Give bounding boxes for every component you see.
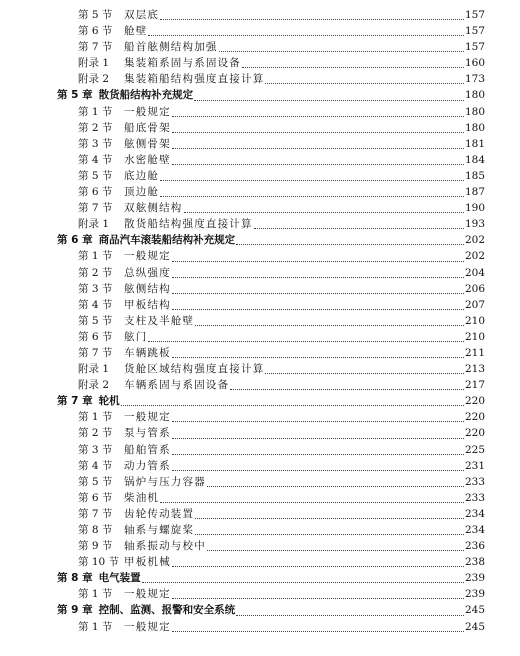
toc-section-entry[interactable]	[0, 554, 520, 570]
toc-section-entry[interactable]	[0, 265, 520, 281]
toc-section-entry[interactable]	[0, 7, 520, 23]
toc-entry-label	[78, 506, 194, 522]
toc-entry-number: 附录 2	[78, 379, 110, 392]
toc-entry-label	[78, 216, 253, 232]
dot-leader	[172, 421, 464, 422]
toc-entry-label	[78, 345, 171, 361]
toc-page-number: 220	[464, 427, 485, 440]
toc-entry-label	[78, 7, 159, 23]
toc-entry-label	[78, 168, 159, 184]
toc-entry-label	[78, 490, 159, 506]
toc-section-entry[interactable]	[0, 522, 520, 538]
toc-entry-title: 甲板结构	[124, 298, 171, 311]
toc-entry-label	[78, 409, 171, 425]
toc-page-number: 233	[464, 475, 485, 488]
toc-page-number: 220	[464, 395, 485, 408]
toc-entry-number: 第 2 节	[78, 427, 113, 440]
toc-section-entry[interactable]	[0, 104, 520, 120]
toc-entry-title: 控制、监测、报警和安全系统	[98, 604, 236, 617]
toc-entry-title: 总纵强度	[124, 266, 171, 279]
dot-leader	[207, 550, 464, 551]
toc-chapter-entry[interactable]	[0, 232, 520, 248]
toc-page-number: 202	[464, 250, 485, 263]
toc-entry-label	[78, 104, 171, 120]
toc-entry-number: 第 1 节	[78, 588, 113, 601]
toc-entry-title: 顶边舱	[124, 186, 160, 199]
toc-entry-title: 货舱区域结构强度直接计算	[124, 363, 265, 376]
toc-entry-number: 第 9 章	[57, 604, 93, 617]
toc-entry-label	[78, 586, 171, 602]
toc-entry-label	[78, 329, 147, 345]
dot-leader	[172, 566, 464, 567]
toc-section-entry[interactable]	[0, 586, 520, 602]
toc-entry-label	[57, 602, 235, 618]
toc-page-number: 185	[464, 169, 485, 182]
dot-leader	[160, 19, 464, 20]
dot-leader	[172, 164, 464, 165]
toc-entry-label	[78, 120, 171, 136]
toc-entry-title: 集装箱船结构强度直接计算	[124, 73, 265, 86]
toc-entry-label	[78, 55, 241, 71]
toc-page-number: 180	[464, 105, 485, 118]
toc-entry-title: 商品汽车滚装船结构补充规定	[98, 234, 236, 247]
dot-leader	[160, 502, 464, 503]
dot-leader	[184, 212, 464, 213]
toc-page-number: 217	[464, 379, 485, 392]
toc-entry-title: 一般规定	[124, 411, 171, 424]
toc-page-number: 160	[464, 57, 485, 70]
toc-section-entry[interactable]	[0, 120, 520, 136]
toc-entry-number: 第 7 节	[78, 41, 113, 54]
toc-entry-title: 轴系与螺旋桨	[124, 524, 195, 536]
dot-leader	[236, 244, 464, 245]
toc-page-number: 213	[464, 363, 485, 376]
toc-entry-label	[78, 39, 218, 55]
toc-page-number: 233	[464, 491, 485, 504]
dot-leader	[172, 438, 464, 439]
toc-section-entry[interactable]	[0, 184, 520, 200]
toc-page-number: 245	[464, 604, 485, 617]
toc-section-entry[interactable]	[0, 619, 520, 635]
toc-entry-title: 散货船结构强度直接计算	[124, 218, 253, 231]
toc-entry-number: 第 3 节	[78, 282, 113, 295]
toc-page-number: 181	[464, 137, 485, 150]
toc-entry-title: 支柱及半舱壁	[124, 314, 195, 327]
toc-entry-label	[57, 570, 141, 586]
toc-entry-number: 第 4 节	[78, 459, 113, 472]
toc-entry-number: 第 1 节	[78, 411, 113, 424]
toc-entry-number: 第 4 节	[78, 298, 113, 311]
toc-entry-title: 水密舱壁	[124, 153, 171, 166]
toc-entry-label	[78, 538, 206, 554]
toc-page-number: 187	[464, 186, 485, 199]
dot-leader	[148, 341, 464, 342]
toc-section-entry[interactable]	[0, 490, 520, 506]
toc-page-number: 210	[464, 330, 485, 343]
toc-entry-number: 第 1 节	[78, 250, 113, 263]
toc-entry-title: 一般规定	[124, 250, 171, 263]
toc-entry-number: 附录 1	[78, 363, 110, 376]
toc-section-entry[interactable]	[0, 313, 520, 329]
toc-chapter-entry[interactable]	[0, 393, 520, 409]
toc-entry-number: 第 5 节	[78, 475, 113, 488]
toc-entry-title: 船舶管系	[124, 443, 171, 456]
toc-entry-label	[78, 152, 171, 168]
toc-section-entry[interactable]	[0, 39, 520, 55]
toc-entry-title: 齿轮传动装置	[124, 507, 195, 520]
toc-entry-title: 底边舱	[124, 169, 160, 182]
toc-entry-title: 舱壁	[124, 25, 148, 38]
toc-entry-title: 双舷侧结构	[124, 202, 183, 215]
toc-entry-label	[78, 23, 147, 39]
toc-page-number: 234	[464, 524, 485, 536]
dot-leader	[236, 615, 464, 616]
toc-entry-label	[78, 184, 159, 200]
toc-entry-label	[57, 87, 193, 103]
toc-section-entry[interactable]	[0, 474, 520, 490]
toc-entry-number: 第 6 节	[78, 491, 113, 504]
toc-entry-title: 锅炉与压力容器	[124, 475, 206, 488]
toc-entry-label	[78, 554, 171, 570]
toc-entry-title: 双层底	[124, 9, 160, 21]
toc-page-number: 236	[464, 540, 485, 553]
toc-entry-title: 车辆系固与系固设备	[124, 379, 230, 392]
toc-page-number: 245	[464, 620, 485, 633]
toc-entry-number: 第 5 节	[78, 169, 113, 182]
toc-entry-number: 第 3 节	[78, 137, 113, 150]
toc-entry-label	[78, 361, 264, 377]
toc-page-number: 234	[464, 507, 485, 520]
toc-page-number: 220	[464, 411, 485, 424]
dot-leader	[219, 51, 464, 52]
toc-page-number: 202	[464, 234, 485, 247]
dot-leader	[172, 309, 464, 310]
toc-entry-number: 第 6 节	[78, 186, 113, 199]
toc-entry-number: 第 5 节	[78, 314, 113, 327]
toc-entry-label	[78, 200, 183, 216]
toc-section-entry[interactable]	[0, 297, 520, 313]
toc-page-number: 231	[464, 459, 485, 472]
toc-section-entry[interactable]	[0, 152, 520, 168]
toc-page-number: 238	[464, 556, 485, 569]
toc-page-number: 157	[464, 41, 485, 54]
dot-leader	[207, 486, 464, 487]
toc-entry-title: 船底骨架	[124, 121, 171, 134]
toc-chapter-entry[interactable]	[0, 570, 520, 586]
toc-entry-label	[78, 458, 171, 474]
toc-entry-number: 第 8 节	[78, 524, 113, 536]
toc-section-entry[interactable]	[0, 506, 520, 522]
dot-leader	[172, 277, 464, 278]
dot-leader	[195, 518, 464, 519]
toc-entry-number: 第 4 节	[78, 153, 113, 166]
toc-entry-label	[78, 377, 229, 393]
dot-leader	[172, 148, 464, 149]
toc-entry-title: 轴系振动与校中	[124, 540, 206, 553]
toc-section-entry[interactable]	[0, 136, 520, 152]
toc-entry-title: 轮机	[98, 395, 120, 408]
toc-entry-title: 舷门	[124, 330, 148, 343]
toc-section-entry[interactable]	[0, 361, 520, 377]
toc-page-number: 190	[464, 202, 485, 215]
toc-entry-number: 附录 2	[78, 73, 110, 86]
toc-section-entry[interactable]	[0, 200, 520, 216]
toc-page-number: 173	[464, 73, 485, 86]
toc-entry-label	[78, 313, 194, 329]
dot-leader	[172, 454, 464, 455]
toc-entry-number: 第 5 节	[78, 9, 113, 21]
toc-entry-number: 第 5 章	[57, 89, 93, 102]
toc-page-number: 193	[464, 218, 485, 231]
toc-entry-title: 车辆跳板	[124, 346, 171, 359]
toc-entry-title: 散货船结构补充规定	[98, 89, 194, 102]
dot-leader	[230, 389, 464, 390]
toc-page-number: 239	[464, 588, 485, 601]
toc-page-number: 157	[464, 25, 485, 38]
toc-section-entry[interactable]	[0, 425, 520, 441]
dot-leader	[172, 261, 464, 262]
toc-page-number: 180	[464, 89, 485, 102]
toc-entry-number: 第 1 节	[78, 105, 113, 118]
toc-entry-title: 电气装置	[98, 572, 141, 585]
toc-entry-label	[78, 522, 194, 538]
toc-page-number: 239	[464, 572, 485, 585]
dot-leader	[172, 116, 464, 117]
toc-entry-number: 第 2 节	[78, 266, 113, 279]
dot-leader	[121, 405, 464, 406]
toc-entry-title: 柴油机	[124, 491, 160, 504]
toc-entry-number: 第 2 节	[78, 121, 113, 134]
toc-entry-title: 一般规定	[124, 105, 171, 118]
toc-section-entry[interactable]	[0, 329, 520, 345]
toc-entry-label	[78, 474, 206, 490]
toc-entry-number: 第 8 章	[57, 572, 93, 585]
toc-page-number: 204	[464, 266, 485, 279]
dot-leader	[172, 598, 464, 599]
toc-section-entry[interactable]	[0, 538, 520, 554]
dot-leader	[195, 534, 464, 535]
toc-chapter-entry[interactable]	[0, 87, 520, 103]
toc-section-entry[interactable]	[0, 458, 520, 474]
toc-entry-title: 动力管系	[124, 459, 171, 472]
toc-entry-label	[78, 442, 171, 458]
toc-entry-title: 甲板机械	[124, 556, 171, 569]
toc-page-number: 211	[464, 346, 485, 359]
dot-leader	[194, 100, 464, 101]
toc-entry-number: 第 7 节	[78, 346, 113, 359]
toc-section-entry[interactable]	[0, 168, 520, 184]
toc-entry-title: 泵与管系	[124, 427, 171, 440]
toc-entry-label	[57, 393, 120, 409]
toc-section-entry[interactable]	[0, 281, 520, 297]
toc-section-entry[interactable]	[0, 442, 520, 458]
dot-leader	[142, 582, 464, 583]
toc-entry-number: 第 7 节	[78, 507, 113, 520]
dot-leader	[172, 631, 464, 632]
dot-leader	[172, 470, 464, 471]
toc-entry-title: 舷侧骨架	[124, 137, 171, 150]
toc-section-entry[interactable]	[0, 55, 520, 71]
toc-page-number: 184	[464, 153, 485, 166]
toc-entry-label	[78, 265, 171, 281]
toc-entry-label	[57, 232, 235, 248]
toc-entry-number: 第 6 节	[78, 25, 113, 38]
toc-page-number: 210	[464, 314, 485, 327]
dot-leader	[172, 293, 464, 294]
toc-chapter-entry[interactable]	[0, 602, 520, 618]
toc-section-entry[interactable]	[0, 345, 520, 361]
dot-leader	[254, 228, 464, 229]
dot-leader	[195, 325, 464, 326]
toc-page-number: 180	[464, 121, 485, 134]
toc-entry-number: 第 1 节	[78, 620, 113, 633]
toc-entry-number: 第 6 节	[78, 330, 113, 343]
dot-leader	[265, 83, 464, 84]
toc-section-entry[interactable]	[0, 377, 520, 393]
toc-entry-title: 一般规定	[124, 620, 171, 633]
toc-entry-number: 第 6 章	[57, 234, 93, 247]
dot-leader	[148, 35, 464, 36]
toc-entry-title: 集装箱系固与系固设备	[124, 57, 241, 70]
toc-section-entry[interactable]	[0, 409, 520, 425]
dot-leader	[160, 180, 464, 181]
toc-entry-label	[78, 297, 171, 313]
toc-entry-title: 船首舷侧结构加强	[124, 41, 218, 54]
toc-section-entry[interactable]	[0, 248, 520, 264]
toc-page-number: 157	[464, 9, 485, 21]
toc-section-entry[interactable]	[0, 216, 520, 232]
toc-entry-number: 附录 1	[78, 57, 110, 70]
toc-entry-title: 一般规定	[124, 588, 171, 601]
toc-entry-label	[78, 136, 171, 152]
toc-page-number: 207	[464, 298, 485, 311]
toc-entry-number: 第 9 节	[78, 540, 113, 553]
toc-entry-label	[78, 248, 171, 264]
dot-leader	[242, 67, 464, 68]
toc-entry-number: 第 7 节	[78, 202, 113, 215]
toc-section-entry[interactable]	[0, 71, 520, 87]
dot-leader	[172, 357, 464, 358]
toc-entry-number: 附录 1	[78, 218, 110, 231]
toc-entry-label	[78, 619, 171, 635]
toc-page-number: 225	[464, 443, 485, 456]
toc-entry-number: 第 10 节	[78, 556, 120, 569]
toc-entry-label	[78, 425, 171, 441]
dot-leader	[172, 132, 464, 133]
toc-entry-title: 舷侧结构	[124, 282, 171, 295]
toc-entry-number: 第 3 节	[78, 443, 113, 456]
dot-leader	[265, 373, 464, 374]
dot-leader	[160, 196, 464, 197]
toc-entry-label	[78, 281, 171, 297]
toc-entry-number: 第 7 章	[57, 395, 93, 408]
toc-entry-label	[78, 71, 264, 87]
toc-page-number: 206	[464, 282, 485, 295]
toc-section-entry[interactable]	[0, 23, 520, 39]
